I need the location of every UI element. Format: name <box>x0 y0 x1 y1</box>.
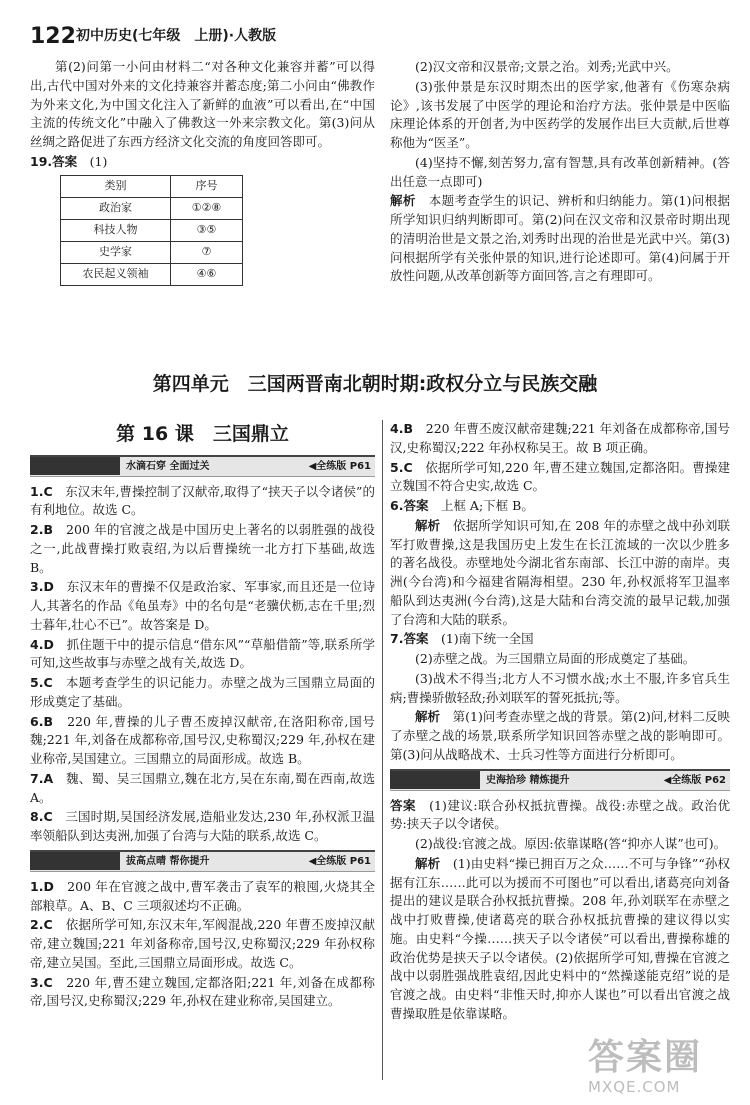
bottom-left-column <box>30 420 375 1012</box>
top-left-column <box>30 58 375 286</box>
table-row <box>61 219 243 241</box>
item-text: 依据所学可知,东汉末年,军阀混战,220 年曹丕废掉汉献帝,建立魏国;221 年刘备称帝,国号汉,史称蜀汉;229 年孙权称帝,建立吴国。至此,三国鼎立局面形成。故选 C。 <box>30 917 375 970</box>
list-item <box>30 483 375 521</box>
table-row <box>61 197 243 219</box>
watermark <box>588 1037 738 1096</box>
list-item <box>30 636 375 674</box>
item-number: 7.A <box>30 770 54 786</box>
version-ref: ◀全练版 P61 <box>308 460 371 472</box>
list-item <box>390 459 730 497</box>
unit-title: 第四单元 三国两晋南北朝时期:政权分立与民族交融 <box>152 373 598 395</box>
list-item <box>30 770 375 808</box>
watermark-url: MXQE.COM <box>588 1078 681 1096</box>
table-header: 序号 <box>171 175 243 197</box>
table-row <box>61 241 243 263</box>
table-cell: ①②⑧ <box>171 197 243 219</box>
section-subtitle: 拔高点晴 帮你提升 <box>126 855 210 867</box>
item-text: 东汉末年,曹操控制了汉献帝,取得了“挟天子以令诸侯”的有利地位。故选 C。 <box>30 483 375 518</box>
table-cell: ③⑤ <box>171 219 243 241</box>
answer-part: (1)南下统一全国 <box>428 631 534 647</box>
paragraph: 第(2)问第一小问由材料二“对各种文化兼容并蓄”可以得出,古代中国对外来的文化持兼容并蓄态度;第二小问由“佛教作为外来文化,为中国文化注入了新鲜的血液”可以看出,在“中国主流的传统文化”中融入了佛教这一外来宗教文化。第(3)问从丝绸之路促进了东西方经济文化交流的角度回答即可。 <box>30 59 375 149</box>
question-number: 7.答案 <box>390 631 429 647</box>
analysis-text: 第(1)问考查赤壁之战的背景。第(2)问,材料二反映了赤壁之战的场景,联系所学知识回答赤壁之战的影响即可。第(3)问从战略战术、士兵习性等方面进行分析即可。 <box>390 709 730 762</box>
item-text: 220 年曹丕废汉献帝建魏;221 年刘备在成都称帝,国号汉,史称蜀汉;222 年孙权称吴王。故 B 项正确。 <box>390 421 730 455</box>
section-bar <box>30 850 375 872</box>
item-number: 3.C <box>30 974 53 990</box>
lesson-title: 第 16 课 三国鼎立 <box>116 423 289 445</box>
item-text: 抓住题干中的提示信息“借东风”“草船借箭”等,联系所学可知,这些故事与赤壁之战有关,故选 D。 <box>30 636 375 671</box>
section-bar <box>30 455 375 477</box>
answer-label: 答案 <box>390 797 417 813</box>
bottom-right-column <box>390 420 730 1025</box>
list-item <box>30 808 375 846</box>
list-item <box>30 916 375 972</box>
analysis-text: 本题考查学生的识记、辨析和归纳能力。第(1)问根据所学知识归纳判断即可。第(2)问在汉文帝和汉景帝时期出现的清明治世是文景之治,刘秀时出现的治世是光武中兴。第(3)问根据所学有关张仲景的知识,进行论述即可。第(4)问属于开放性问题,从改革创新等方面回答,言之有理即可。 <box>390 193 730 284</box>
question-19 <box>30 153 375 172</box>
version-ref: ◀全练版 P61 <box>308 855 371 867</box>
list-item <box>30 521 375 577</box>
top-right-column <box>390 58 730 287</box>
item-text: 上框 A;下框 B。 <box>428 498 534 513</box>
version-ref: ◀全练版 P62 <box>663 774 726 786</box>
analysis-label: 解析 <box>415 517 441 533</box>
page-number: 122 <box>30 24 76 49</box>
list-item <box>30 878 375 916</box>
analysis <box>390 855 730 1024</box>
analysis-label: 解析 <box>390 193 416 209</box>
item-text: 三国时期,吴国经济发展,造船业发达,230 年,孙权派卫温率领船队到达夷洲,加强了台湾与大陆的联系,故选 C。 <box>30 809 375 843</box>
table-cell: 政治家 <box>61 197 171 219</box>
answer-part: (1) <box>77 153 108 169</box>
answer-table <box>60 175 243 286</box>
answer-part: (2)赤壁之战。为三国鼎立局面的形成奠定了基础。 <box>415 651 696 666</box>
section-subtitle: 史海拾珍 精炼提升 <box>486 774 570 786</box>
section-banner <box>30 852 120 870</box>
item-number: 4.D <box>30 636 54 652</box>
item-text: 200 年的官渡之战是中国历史上著名的以弱胜强的战役之一,此战曹操打败袁绍,为以后曹操统一北方打下基础,故选 B。 <box>30 522 375 575</box>
item-text: 200 年在官渡之战中,曹军袭击了袁军的粮囤,火烧其全部粮草。A、B、C 三项叙述均不正确。 <box>30 878 375 913</box>
item-text: 魏、蜀、吴三国鼎立,魏在北方,吴在东南,蜀在西南,故选 A。 <box>30 770 375 805</box>
table-cell: 科技人物 <box>61 219 171 241</box>
item-text: 本题考查学生的识记能力。赤壁之战为三国鼎立局面的形成奠定了基础。 <box>30 675 375 709</box>
table-header: 类别 <box>61 175 171 197</box>
analysis <box>390 517 730 630</box>
question-7 <box>390 630 730 649</box>
list-item <box>30 713 375 769</box>
column-divider <box>382 420 383 1080</box>
item-number: 1.D <box>30 878 54 894</box>
answer-part: (3)战术不得当;北方人不习惯水战;水土不服,许多官兵生病;曹操骄傲轻敌;孙刘联军的誓死抵抗;等。 <box>390 670 730 705</box>
answer-text: (1)建议:联合孙权抵抗曹操。战役:赤壁之战。政治优势:挟天子以令诸侯。 <box>390 797 730 832</box>
list-item <box>30 974 375 1012</box>
watermark-logo: 答案圈 <box>588 1037 703 1078</box>
item-number: 2.C <box>30 917 53 933</box>
table-cell: ⑦ <box>171 241 243 263</box>
analysis-label: 解析 <box>415 855 441 871</box>
analysis <box>390 192 730 286</box>
item-number: 6.B <box>30 713 53 729</box>
section-banner <box>30 457 120 475</box>
item-number: 2.B <box>30 522 53 537</box>
analysis-text: 依据所学知识可知,在 208 年的赤壁之战中孙刘联军打败曹操,这是我国历史上发生在长江流域的一次以少胜多的著名战役。赤壁地处今湖北省东南部、长江中游的南岸。夷洲(今台湾)和今福建省隔海相望。230 年,孙权派将军卫温率船队到达夷洲(今台湾),这是大陆和台湾交流的最早记载,加强了台湾和大陆的联系。 <box>390 517 730 627</box>
table-cell: ④⑥ <box>171 263 243 285</box>
list-item <box>30 578 375 634</box>
item-number: 4.B <box>390 421 413 436</box>
paragraph: (2)汉文帝和汉景帝;文景之治。刘秀;光武中兴。 <box>415 59 679 74</box>
item-text: 220 年,曹丕建立魏国,定都洛阳;221 年,刘备在成都称帝,国号汉,史称蜀汉;229 年,孙权在建业称帝,吴国建立。 <box>30 974 375 1009</box>
list-item <box>390 420 730 458</box>
item-number: 6.答案 <box>390 498 429 513</box>
table-row <box>61 263 243 285</box>
section-bar <box>390 769 730 791</box>
table-cell: 农民起义领袖 <box>61 263 171 285</box>
item-number: 1.C <box>30 483 53 499</box>
table-cell: 史学家 <box>61 241 171 263</box>
item-text: 东汉末年的曹操不仅是政治家、军事家,而且还是一位诗人,其著名的作品《龟虽寿》中的名句是“老骥伏枥,志在千里;烈士暮年,壮心不已”。故答案是 D。 <box>30 579 375 632</box>
item-number: 5.C <box>390 459 413 475</box>
analysis-text: (1)由史料“操已拥百万之众……不可与争锋”“孙权据有江东……此可以为援而不可图也”可以看出,诸葛亮向刘备提出的建议是联合孙权抵抗曹操。208 年,孙刘联军在赤壁之战中打败曹操,使诸葛亮的联合孙权抵抗曹操的建议得以实施。由史料“今操……挟天子以令诸侯”可以看出,曹操称雄的政治优势是挟天子以令诸侯。(2)依据所学可知,曹操在官渡之战中以弱胜强战胜袁绍,因此史料中的“然操遂能克绍”说的是官渡之战。由史料“非惟天时,抑亦人谋也”可以看出官渡之战曹操取胜是依靠谋略。 <box>390 855 730 1021</box>
paragraph: (3)张仲景是东汉时期杰出的医学家,他著有《伤寒杂病论》,该书发展了中医学的理论和治疗方法。张仲景是中医临床理论体系的开创者,为中医药学的发展作出巨大贡献,后世尊称他为“医圣”。 <box>390 78 730 150</box>
item-text: 依据所学可知,220 年,曹丕建立魏国,定都洛阳。曹操建立魏国不符合史实,故选 C。 <box>390 459 730 494</box>
section-subtitle: 水滴石穿 全面过关 <box>126 460 210 472</box>
item-text: 220 年,曹操的儿子曹丕废掉汉献帝,在洛阳称帝,国号魏;221 年,刘备在成都称帝,国号汉,史称蜀汉;229 年,孙权在建业称帝,吴国建立。三国鼎立的局面形成。故选 B。 <box>30 713 375 766</box>
paragraph: (4)坚持不懈,刻苦努力,富有智慧,具有改革创新精神。(答出任意一点即可) <box>390 154 730 189</box>
item-number: 5.C <box>30 675 53 690</box>
answer-part: (2)战役:官渡之战。原因:依靠谋略(答“抑亦人谋”也可)。 <box>415 836 727 851</box>
list-item <box>30 674 375 712</box>
item-number: 3.D <box>30 579 54 595</box>
analysis-label: 解析 <box>415 709 441 725</box>
analysis <box>390 708 730 764</box>
book-title: 初中历史(七年级 上册)·人教版 <box>76 28 277 44</box>
page-header <box>30 20 720 54</box>
item-number: 8.C <box>30 809 53 825</box>
list-item <box>390 497 730 516</box>
question-number: 19.答案 <box>30 153 78 169</box>
section-banner <box>390 771 480 789</box>
table-header-row <box>61 175 243 197</box>
answer <box>390 797 730 835</box>
